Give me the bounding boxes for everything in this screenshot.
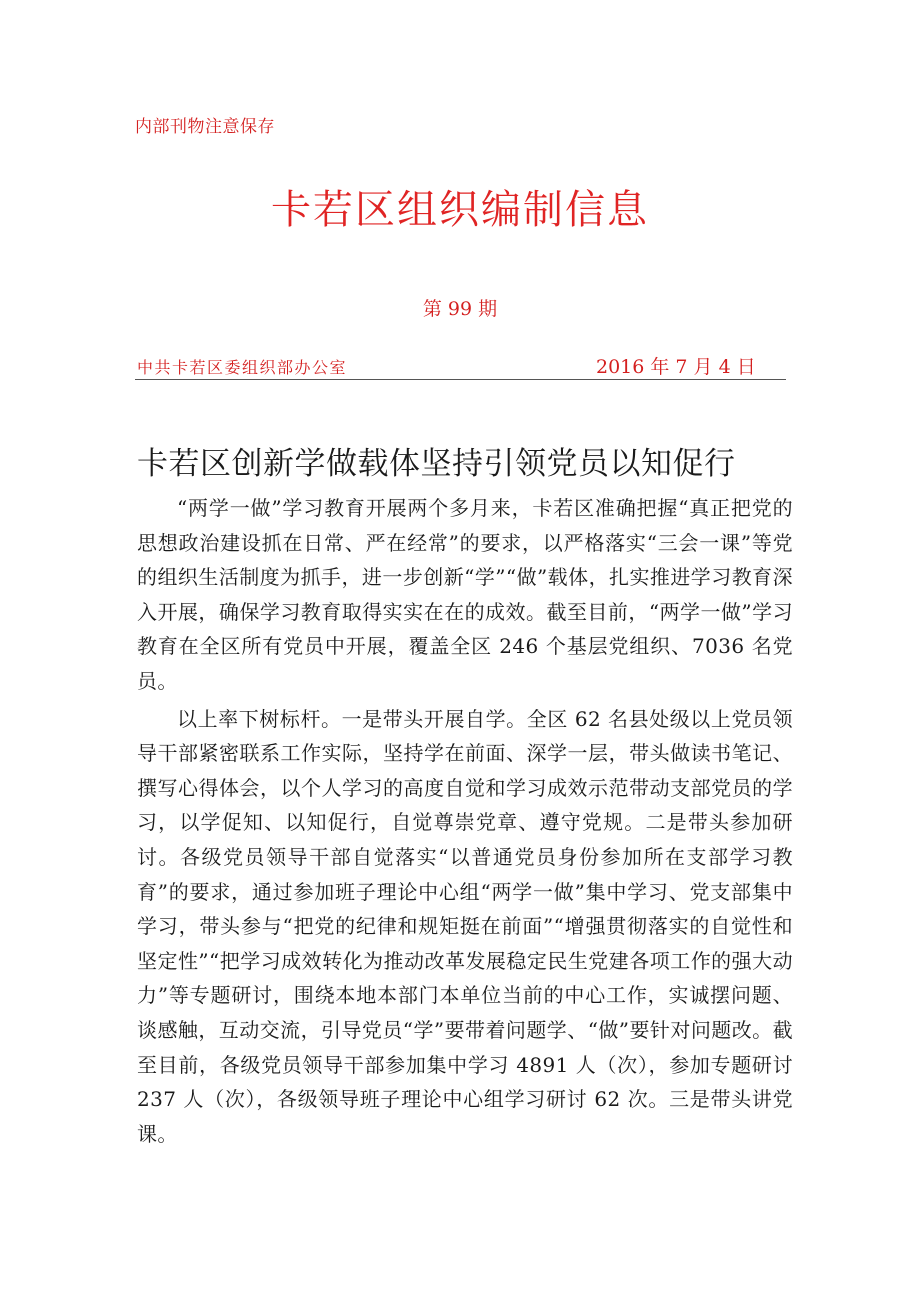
article-paragraph-1: “两学一做”学习教育开展两个多月来，卡若区准确把握“真正把党的思想政治建设抓在日常、严在经常”的要求，以严格落实“三会一课”等党的组织生活制度为抓手，进一步创新“学”“做”载体，扎实推进学习教育深入开展，确保学习教育取得实实在在的成效。截至目前，“两学一做”学习教育在全区所有党员中开展，覆盖全区 246 个基层党组织、7036 名党员。 — [137, 496, 793, 693]
article-body — [137, 491, 793, 1151]
article-paragraph-2: 以上率下树标杆。一是带头开展自学。全区 62 名县处级以上党员领导干部紧密联系工作实际，坚持学在前面、深学一层，带头做读书笔记、撰写心得体会，以个人学习的高度自觉和学习成效示范带动支部党员的学习，以学促知、以知促行，自觉尊崇党章、遵守党规。二是带头参加研讨。各级党员领导干部自觉落实“以普通党员身份参加所在支部学习教育”的要求，通过参加班子理论中心组“两学一做”集中学习、党支部集中学习，带头参与“把党的纪律和规矩挺在前面”“增强贯彻落实的自觉性和坚定性”“把学习成效转化为推动改革发展稳定民生党建各项工作的强大动力”等专题研讨，围绕本地本部门本单位当前的中心工作，实诚摆问题、谈感触，互动交流，引导党员“学”要带着问题学、“做”要针对问题改。截至目前，各级党员领导干部参加集中学习 4891 人（次），参加专题研讨 237 人（次），各级领导班子理论中心组学习研讨 62 次。三是带头讲党课。 — [137, 706, 793, 1146]
article-title: 卡若区创新学做载体坚持引领党员以知促行 — [137, 446, 736, 482]
issue-date: 2016 年 7 月 4 日 — [596, 356, 756, 378]
issue-number: 第 99 期 — [422, 298, 498, 320]
header-divider — [135, 379, 786, 380]
masthead-title: 卡若区组织编制信息 — [271, 187, 649, 233]
issuer-name: 中共卡若区委组织部办公室 — [137, 358, 348, 377]
internal-notice: 内部刊物注意保存 — [135, 117, 275, 137]
